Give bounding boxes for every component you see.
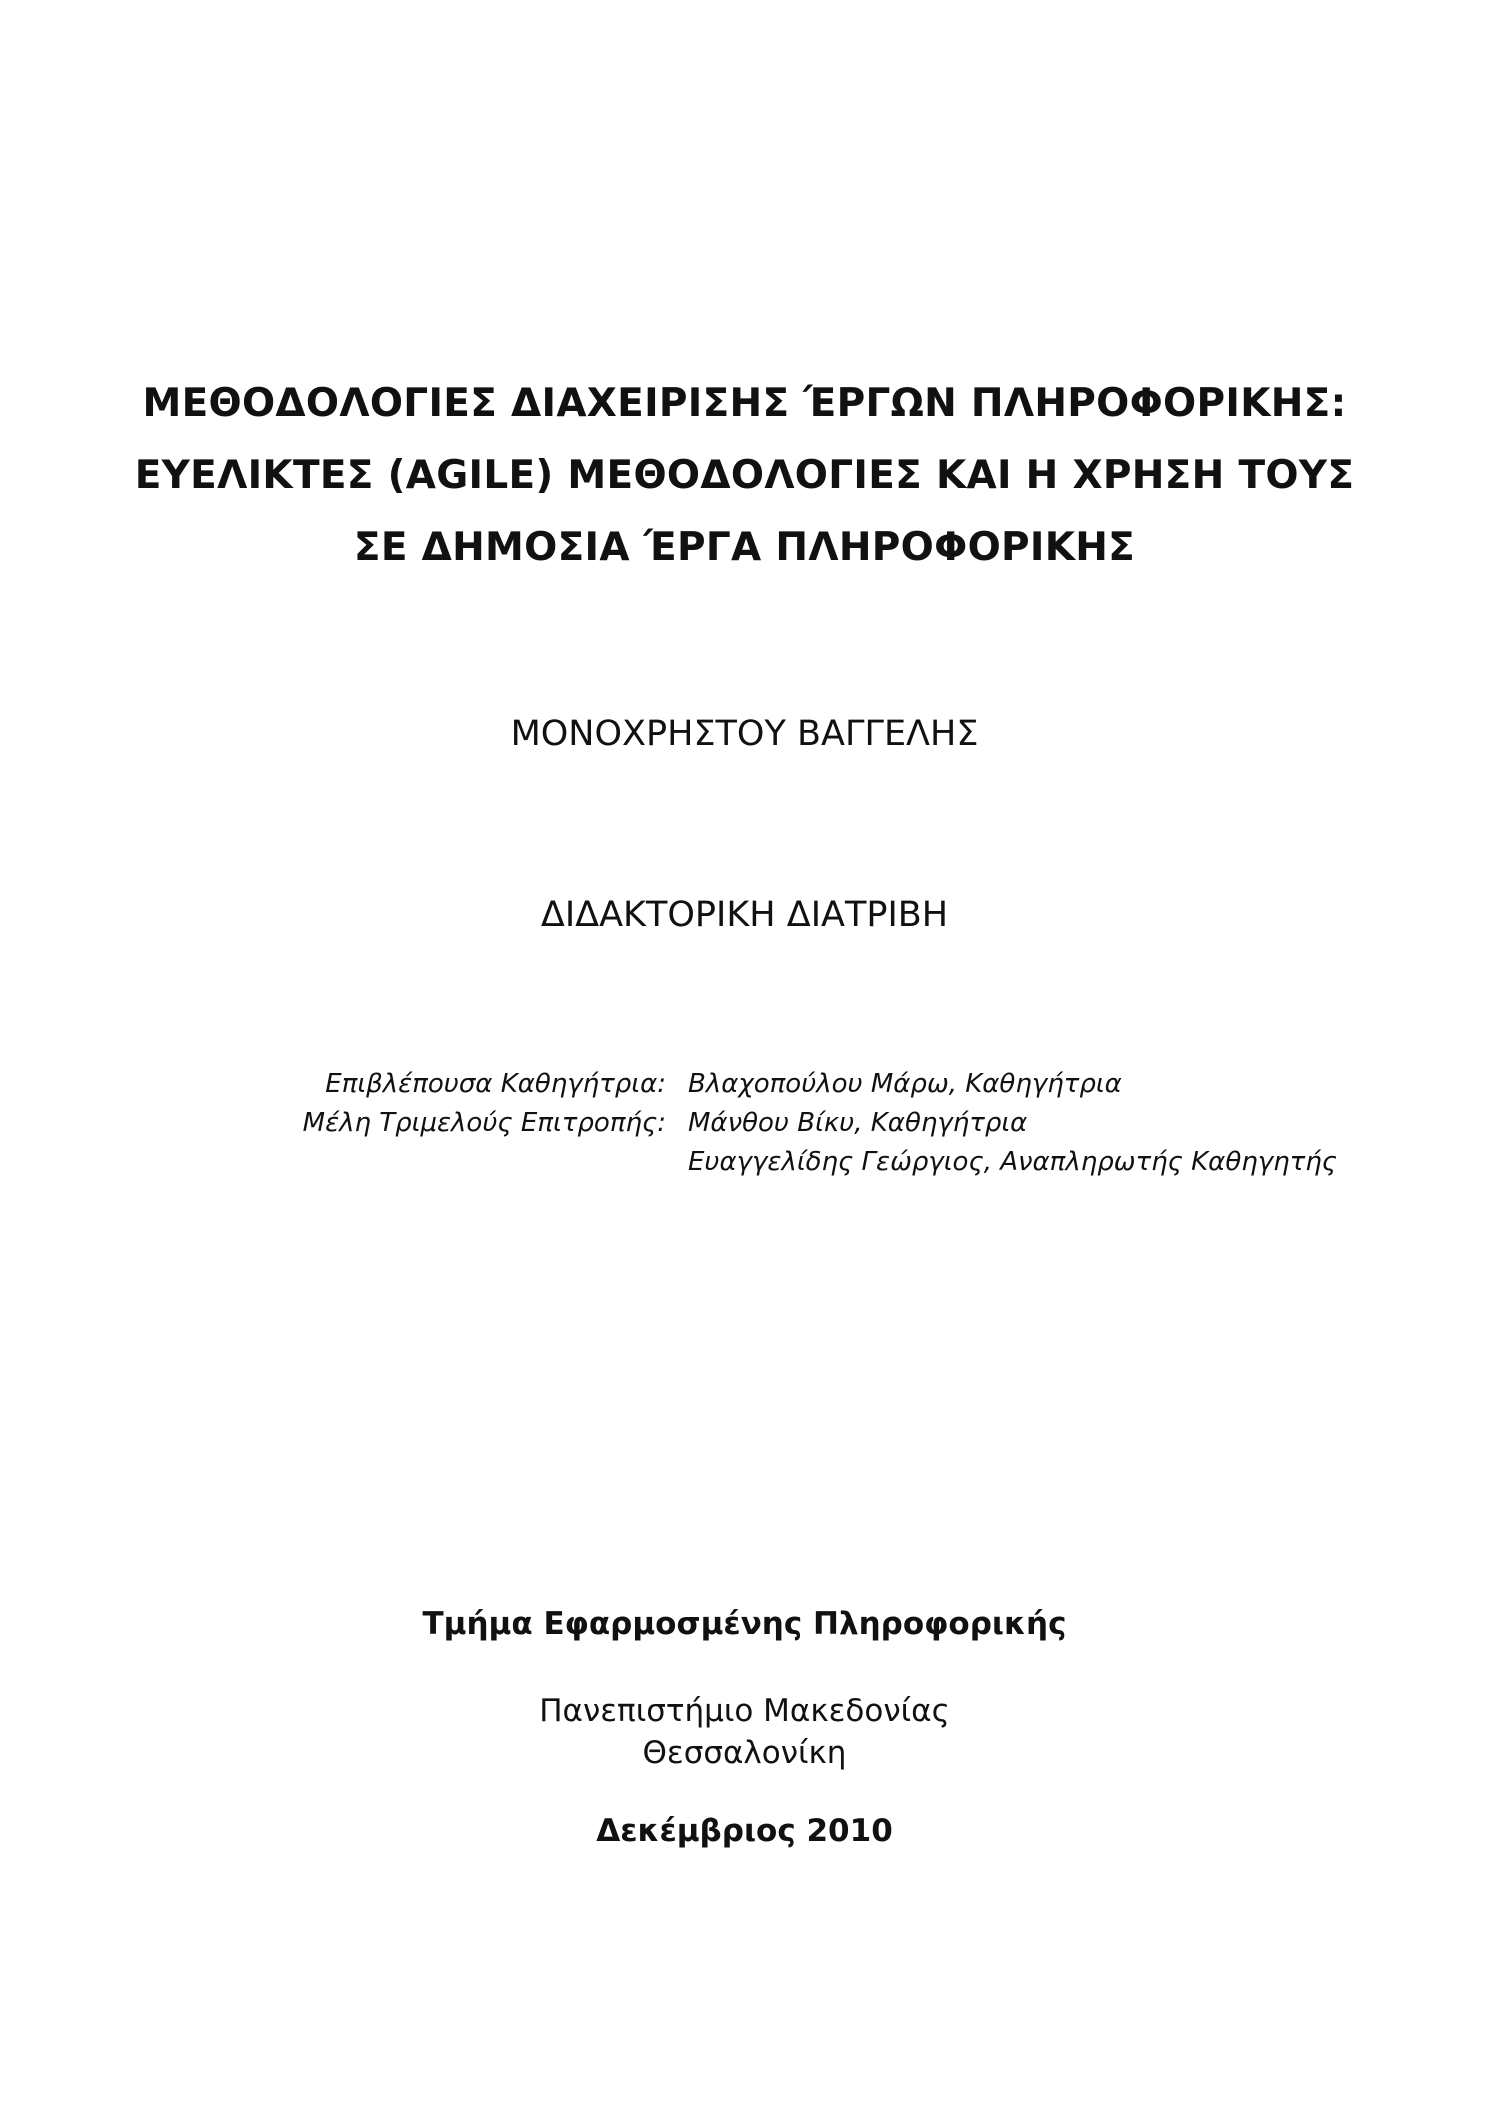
committee-member: Μάνθου Βίκυ, Καθηγήτρια <box>688 1108 1028 1138</box>
department-name: Τμήμα Εφαρμοσμένης Πληροφορικής <box>422 1606 1067 1642</box>
committee-row <box>0 1104 1489 1143</box>
committee-row <box>0 1143 1489 1182</box>
committee-role: Μέλη Τριμελούς Επιτροπής: <box>302 1108 666 1138</box>
author-name: ΜΟΝΟΧΡΗΣΤΟΥ ΒΑΓΓΕΛΗΣ <box>510 714 979 754</box>
university-name: Πανεπιστήμιο Μακεδονίας <box>539 1693 950 1729</box>
publication-date: Δεκέμβριος 2010 <box>596 1813 893 1849</box>
thesis-title-line: ΜΕΘΟΔΟΛΟΓΙΕΣ ΔΙΑΧΕΙΡΙΣΗΣ ΈΡΓΩΝ ΠΛΗΡΟΦΟΡΙΚΗΣ: <box>142 381 1347 426</box>
committee-row <box>0 1065 1489 1104</box>
university-city: Θεσσαλονίκη <box>642 1735 847 1771</box>
document-type: ΔΙΔΑΚΤΟΡΙΚΗ ΔΙΑΤΡΙΒΗ <box>540 895 949 935</box>
committee-member: Ευαγγελίδης Γεώργιος, Αναπληρωτής Καθηγητής <box>688 1147 1337 1177</box>
university-block <box>0 1690 1489 1774</box>
thesis-title-line: ΕΥΕΛΙΚΤΕΣ (AGILE) ΜΕΘΟΔΟΛΟΓΙΕΣ ΚΑΙ Η ΧΡΗΣΗ ΤΟΥΣ <box>134 453 1355 498</box>
committee-role: Επιβλέπουσα Καθηγήτρια: <box>325 1069 666 1099</box>
committee-member: Βλαχοπούλου Μάρω, Καθηγήτρια <box>688 1069 1122 1099</box>
committee-block <box>0 1065 1489 1182</box>
thesis-title-line: ΣΕ ΔΗΜΟΣΙΑ ΈΡΓΑ ΠΛΗΡΟΦΟΡΙΚΗΣ <box>353 525 1136 570</box>
thesis-title <box>0 368 1489 584</box>
